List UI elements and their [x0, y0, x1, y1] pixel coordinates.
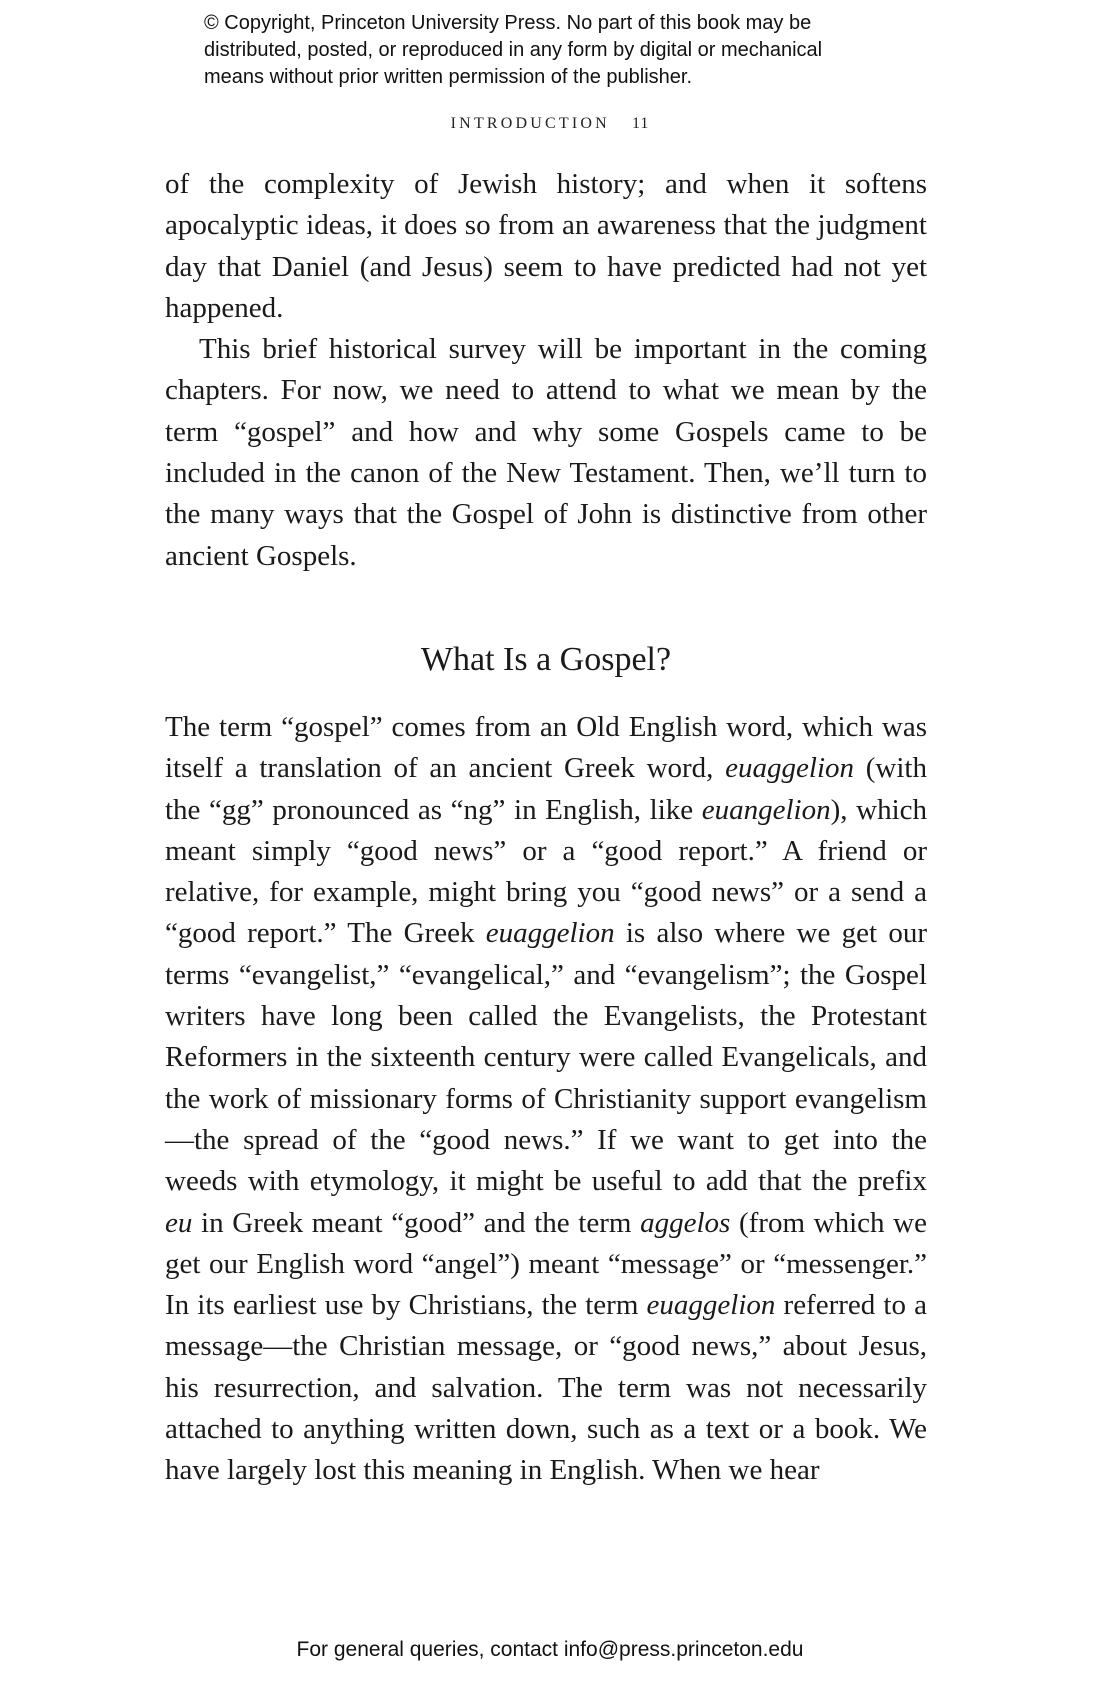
running-head	[0, 115, 1100, 133]
text-run: referred to a message—the Christian message, or “good news,” about Jesus, his resurrection, and salvation. The term was not necessarily attached to anything written down, such as a text or a book. We have largely lost this meaning in English. When we hear	[165, 1289, 927, 1487]
text-run: The term “gospel” comes from an Old English word, which was itself a translation of an ancient Greek word,	[165, 710, 927, 785]
paragraph-gospel-etymology	[165, 707, 927, 1492]
text-run: (with the “gg” pronounced as “ng” in English, like	[165, 752, 927, 826]
copyright-notice	[204, 10, 924, 91]
running-head-section: INTRODUCTION	[450, 115, 610, 132]
italic-term: eu	[165, 1206, 193, 1239]
paragraph-continuation: of the complexity of Jewish history; and when it softens apocalyptic ideas, it does so from an awareness that the judgment day that Daniel (and Jesus) seem to have predicted had not yet happened.	[165, 168, 927, 324]
text-run: is also where we get our terms “evangelist,” “evangelical,” and “evangelism”; the Gospel writers have long been called the Evangelists, the Protestant Reformers in the sixteenth century were called Evangelicals, and the work of missionary forms of Christianity support evangelism—the spread of the “good news.” If we want to get into the weeds with etymology, it might be useful to add that the prefix	[165, 917, 927, 1198]
section-heading: What Is a Gospel?	[420, 640, 672, 678]
text-run: ), which meant simply “good news” or a “good report.” A friend or relative, for example, might bring you “good news” or a send a “good report.” The Greek	[165, 793, 927, 950]
italic-term: euaggelion	[485, 917, 615, 950]
paragraph-survey: This brief historical survey will be important in the coming chapters. For now, we need to attend to what we mean by the term “gospel” and how and why some Gospels came to be included in the canon of the New Testament. Then, we’ll turn to the many ways that the Gospel of John is distinctive from other ancient Gospels.	[165, 333, 927, 572]
italic-term: aggelos	[640, 1206, 731, 1239]
footer-contact: For general queries, contact info@press.princeton.edu	[296, 1638, 804, 1661]
italic-term: euaggelion	[725, 752, 855, 785]
italic-term: euangelion	[701, 793, 831, 826]
text-run: in Greek meant “good” and the term	[192, 1206, 641, 1239]
page-number: 11	[631, 115, 650, 132]
italic-term: euaggelion	[646, 1289, 776, 1322]
copyright-line: © Copyright, Princeton University Press. No part of this book may be	[204, 12, 812, 34]
page-body	[165, 164, 927, 1492]
copyright-line: distributed, posted, or reproduced in any form by digital or mechanical	[204, 39, 823, 61]
copyright-line: means without prior written permission of the publisher.	[204, 66, 693, 88]
text-run: (from which we get our English word “angel”) meant “message” or “messenger.” In its earliest use by Christians, the term	[165, 1206, 928, 1322]
